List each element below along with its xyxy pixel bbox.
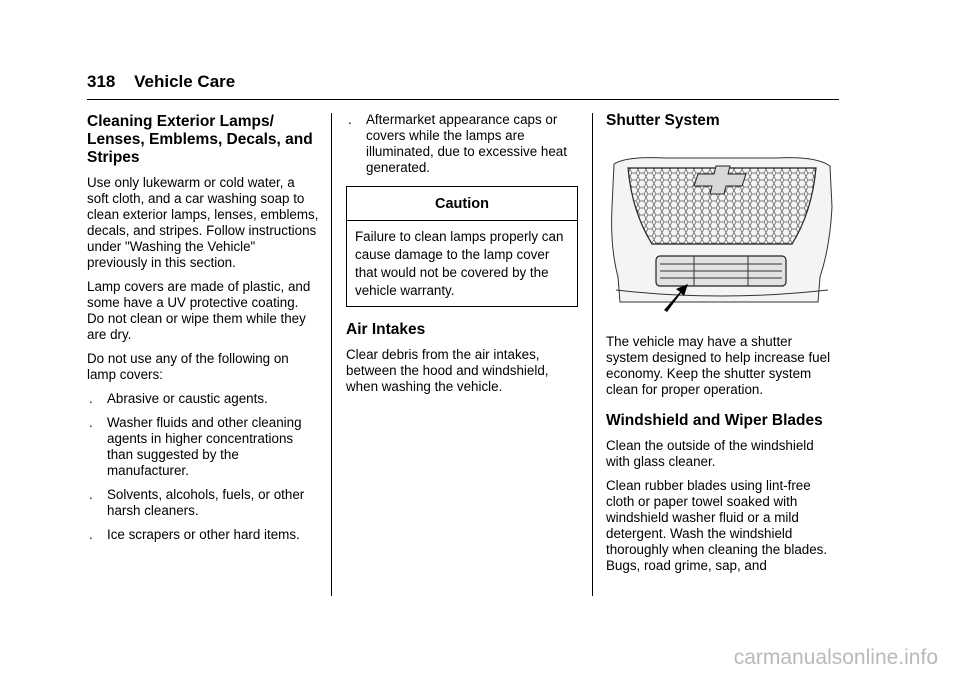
caution-title: Caution	[347, 187, 577, 221]
bullet-icon: .	[89, 391, 93, 406]
page-number: 318	[87, 72, 116, 91]
paragraph: Clean rubber blades using lint-free cloth or paper towel soaked with windshield washer fluid or a mild detergent. Wash the windshield thoroughly when cleaning the blades. Bugs, road grime, sap, and	[606, 478, 828, 573]
paragraph: Clean the outside of the windshield with glass cleaner.	[606, 438, 814, 469]
list-item: . Ice scrapers or other hard items.	[89, 527, 300, 542]
list-item: . Aftermarket appearance caps or covers while the lamps are illuminated, due to excessive heat generated.	[348, 112, 567, 175]
paragraph: Do not use any of the following on lamp covers:	[87, 351, 289, 382]
section-heading-air-intakes: Air Intakes	[346, 321, 426, 338]
bullet-icon: .	[89, 487, 93, 502]
caution-body: Failure to clean lamps properly can cause damage to the lamp cover that would not be covered by the vehicle warranty.	[355, 229, 564, 298]
bullet-icon: .	[348, 112, 352, 127]
page-title: Vehicle Care	[134, 72, 236, 91]
column-2	[346, 112, 578, 403]
list-item: . Solvents, alcohols, fuels, or other harsh cleaners.	[89, 487, 305, 518]
caution-box	[346, 186, 578, 307]
section-heading-windshield: Windshield and Wiper Blades	[606, 412, 823, 429]
shutter-system-illustration	[606, 152, 836, 312]
paragraph: Clear debris from the air intakes, between the hood and windshield, when washing the vehicle.	[346, 347, 549, 394]
bullet-icon: .	[89, 527, 93, 542]
paragraph: The vehicle may have a shutter system designed to help increase fuel economy. Keep the shutter system clean for proper operation.	[606, 334, 831, 397]
page-header	[87, 72, 235, 92]
column-divider-1	[331, 113, 332, 596]
section-heading-shutter-system: Shutter System	[606, 112, 720, 129]
section-heading-cleaning-lamps: Cleaning Exterior Lamps/ Lenses, Emblems, Decals, and Stripes	[87, 113, 313, 166]
column-divider-2	[592, 113, 593, 596]
watermark: carmanualsonline.info	[733, 646, 938, 669]
column-3	[606, 112, 838, 582]
list-item: . Washer fluids and other cleaning agents in higher concentrations than suggested by the manufacturer.	[89, 415, 302, 478]
bullet-icon: .	[89, 415, 93, 430]
column-1	[87, 113, 319, 551]
header-rule	[87, 99, 839, 100]
paragraph: Use only lukewarm or cold water, a soft cloth, and a car washing soap to clean exterior lamps, lenses, emblems, decals, and stripes. Follow instructions under "Washing the Vehicle" previously in this section.	[87, 175, 319, 270]
list-item: . Abrasive or caustic agents.	[89, 391, 268, 406]
paragraph: Lamp covers are made of plastic, and some have a UV protective coating. Do not clean or wipe them while they are dry.	[87, 279, 311, 342]
